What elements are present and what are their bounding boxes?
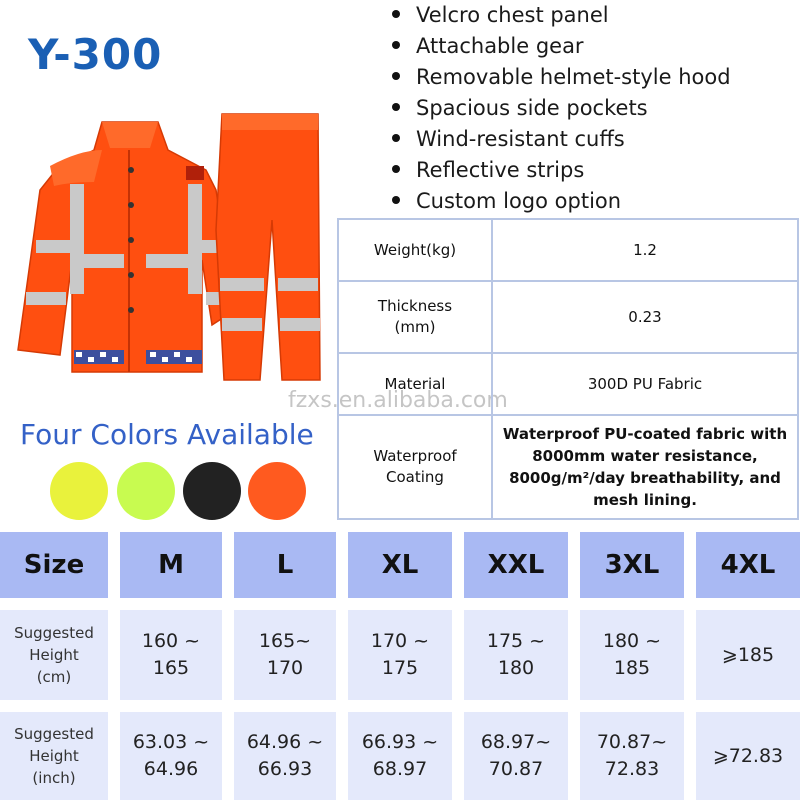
spec-label: Waterproof Coating [339, 416, 493, 518]
spec-row-thickness [339, 280, 797, 352]
color-swatch-green[interactable] [117, 462, 175, 520]
watermark-text: fzxs.en.alibaba.com [288, 388, 508, 413]
row-label-height-cm: Suggested Height (cm) [0, 610, 108, 700]
spec-value: 0.23 [628, 308, 662, 326]
height-inch-l: 64.96 ~ 66.93 [234, 712, 336, 800]
height-cm-m: 160 ~ 165 [120, 610, 222, 700]
spec-table [337, 218, 799, 520]
color-swatch-yellow[interactable] [50, 462, 108, 520]
bullet-icon [392, 10, 400, 18]
spec-value: 1.2 [633, 241, 657, 259]
size-col-3xl: 3XL [580, 532, 684, 598]
color-swatch-orange[interactable] [248, 462, 306, 520]
feature-text: Reflective strips [416, 158, 585, 182]
height-cm-xxl: 175 ~ 180 [464, 610, 568, 700]
spec-row-weight [339, 220, 797, 280]
colors-title: Four Colors Available [20, 418, 314, 451]
spec-value: Waterproof PU-coated fabric with 8000mm water resistance, 8000g/m²/day breathability, and mesh lining. [502, 425, 788, 509]
height-cm-4xl: ⩾185 [696, 610, 800, 700]
jacket-illustration [18, 122, 235, 372]
size-col-m: M [120, 532, 222, 598]
bullet-icon [392, 72, 400, 80]
height-cm-l: 165~ 170 [234, 610, 336, 700]
color-swatch-black[interactable] [183, 462, 241, 520]
feature-item [392, 31, 731, 62]
height-inch-m: 63.03 ~ 64.96 [120, 712, 222, 800]
spec-label: Material [339, 354, 493, 414]
height-inch-xl: 66.93 ~ 68.97 [348, 712, 452, 800]
spec-row-material [339, 352, 797, 414]
height-inch-4xl: ⩾72.83 [696, 712, 800, 800]
feature-text: Wind-resistant cuffs [416, 127, 625, 151]
feature-item [392, 155, 731, 186]
size-col-4xl: 4XL [696, 532, 800, 598]
feature-text: Custom logo option [416, 189, 622, 213]
feature-item [392, 186, 731, 217]
height-inch-3xl: 70.87~ 72.83 [580, 712, 684, 800]
bullet-icon [392, 134, 400, 142]
feature-text: Removable helmet-style hood [416, 65, 731, 89]
feature-text: Velcro chest panel [416, 3, 609, 27]
size-col-xl: XL [348, 532, 452, 598]
row-label-height-inch: Suggested Height (inch) [0, 712, 108, 800]
feature-item [392, 0, 731, 31]
raincoat-product-image [10, 110, 330, 390]
size-header: Size [0, 532, 108, 598]
feature-text: Attachable gear [416, 34, 584, 58]
bullet-icon [392, 41, 400, 49]
feature-text: Spacious side pockets [416, 96, 648, 120]
pants-illustration [216, 114, 320, 380]
bullet-icon [392, 103, 400, 111]
feature-item [392, 93, 731, 124]
height-cm-xl: 170 ~ 175 [348, 610, 452, 700]
feature-list [392, 0, 731, 217]
height-inch-xxl: 68.97~ 70.87 [464, 712, 568, 800]
bullet-icon [392, 165, 400, 173]
spec-label: Thickness (mm) [339, 282, 493, 352]
feature-item [392, 124, 731, 155]
size-col-xxl: XXL [464, 532, 568, 598]
height-cm-3xl: 180 ~ 185 [580, 610, 684, 700]
spec-value: 300D PU Fabric [587, 375, 703, 393]
feature-item [392, 62, 731, 93]
spec-row-coating [339, 414, 797, 518]
bullet-icon [392, 196, 400, 204]
spec-label: Weight(kg) [339, 220, 493, 280]
size-col-l: L [234, 532, 336, 598]
model-title: Y-300 [28, 30, 163, 79]
